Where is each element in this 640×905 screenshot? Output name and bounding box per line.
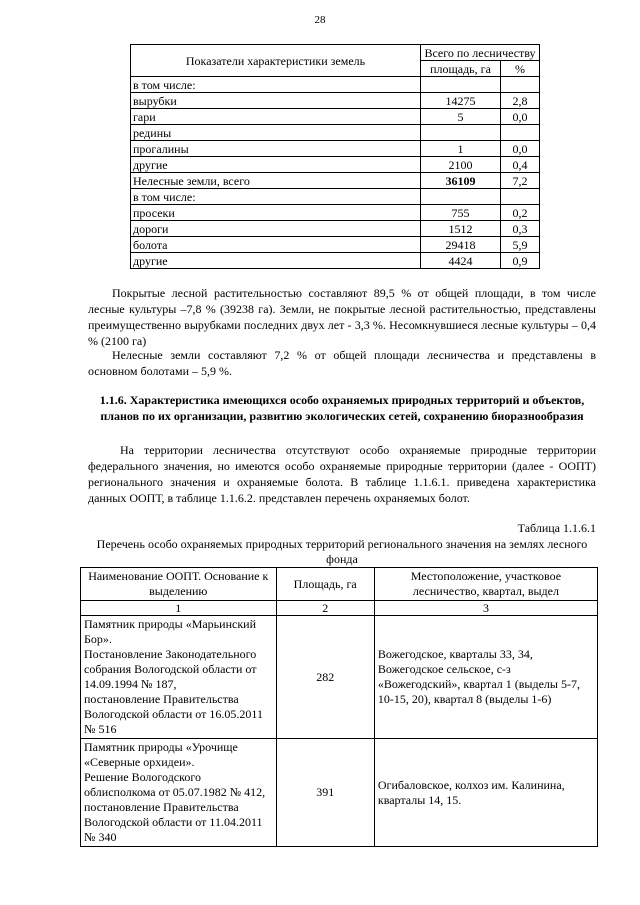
row-area: 4424 — [421, 253, 501, 269]
row-label: дороги — [131, 221, 421, 237]
table-row — [131, 253, 540, 269]
oopt-table — [80, 567, 598, 847]
row-area: 5 — [421, 109, 501, 125]
row-label: вырубки — [131, 93, 421, 109]
land-characteristics-table — [130, 44, 540, 269]
row-label: в том числе: — [131, 189, 421, 205]
row-percent: 0,9 — [501, 253, 540, 269]
paragraph-forest-cover: Покрытые лесной растительностью составляют 89,5 % от общей площади, в том числе лесные культуры –7,8 % (39238 га). Земли, не покрытые лесной растительностью, представлены преимущественно вырубками последних двух лет - 3,3 %. Несомкнувшиеся лесные культуры – 0,4 % (2100 га) — [88, 286, 596, 348]
row-percent: 2,8 — [501, 93, 540, 109]
row-percent: 0,3 — [501, 221, 540, 237]
table-row — [131, 189, 540, 205]
oopt-name: Памятник природы «Урочище «Северные орхидеи». Решение Вологодского облисполкома от 05.07.1982 № 412, постановление Правительства Вологодской области от 11.04.2011 № 340 — [81, 739, 277, 847]
row-label: в том числе: — [131, 77, 421, 93]
row-area: 14275 — [421, 93, 501, 109]
row-area — [421, 77, 501, 93]
table-row — [131, 93, 540, 109]
header-location: Местоположение, участковое лесничество, квартал, выдел — [374, 568, 597, 601]
column-number: 1 — [81, 601, 277, 616]
oopt-location: Вожегодское, кварталы 33, 34, Вожегодское сельское, с-з «Вожегодский», квартал 1 (выделы 5-7, 10-15, 20), квартал 8 (выделы 1-6) — [374, 616, 597, 739]
row-percent: 7,2 — [501, 173, 540, 189]
row-percent — [501, 189, 540, 205]
row-percent: 0,0 — [501, 141, 540, 157]
table-row — [131, 109, 540, 125]
row-area: 1512 — [421, 221, 501, 237]
table-row — [131, 77, 540, 93]
header-percent: % — [501, 61, 540, 77]
table-row — [131, 157, 540, 173]
row-area — [421, 189, 501, 205]
table-caption: Перечень особо охраняемых природных территорий регионального значения на землях лесного фонда — [96, 537, 588, 566]
oopt-location: Огибаловское, колхоз им. Калинина, кварталы 14, 15. — [374, 739, 597, 847]
table-row — [131, 237, 540, 253]
header-area: площадь, га — [421, 61, 501, 77]
table-label: Таблица 1.1.6.1 — [517, 521, 596, 535]
header-total: Всего по лесничеству — [421, 45, 540, 61]
row-label: другие — [131, 157, 421, 173]
row-area: 36109 — [421, 173, 501, 189]
section-title: 1.1.6. Характеристика имеющихся особо охраняемых природных территорий и объектов, планов по их организации, развитию экологических сетей, сохранению биоразнообразия — [99, 393, 585, 423]
row-label: другие — [131, 253, 421, 269]
row-area: 29418 — [421, 237, 501, 253]
header-area: Площадь, га — [276, 568, 374, 601]
paragraph-nonforest-lands: Нелесные земли составляют 7,2 % от общей площади лесничества и представлены в основном болотами – 5,9 %. — [88, 348, 596, 378]
row-area — [421, 125, 501, 141]
row-percent: 5,9 — [501, 237, 540, 253]
row-percent: 0,4 — [501, 157, 540, 173]
oopt-name: Памятник природы «Марьинский Бор». Постановление Законодательного собрания Вологодской области от 14.09.1994 № 187, постановление Правительства Вологодской области от 16.05.2011 № 516 — [81, 616, 277, 739]
column-number-row — [81, 601, 598, 616]
row-label: прогалины — [131, 141, 421, 157]
table-row — [81, 739, 598, 847]
row-percent: 0,2 — [501, 205, 540, 221]
table-row — [131, 125, 540, 141]
row-percent — [501, 77, 540, 93]
row-label: Нелесные земли, всего — [131, 173, 421, 189]
row-percent — [501, 125, 540, 141]
header-indicator: Показатели характеристики земель — [131, 45, 421, 77]
table-header-row — [81, 568, 598, 601]
table-row — [131, 141, 540, 157]
table-row — [81, 616, 598, 739]
table-row — [131, 173, 540, 189]
column-number: 2 — [276, 601, 374, 616]
header-name: Наименование ООПТ. Основание к выделению — [81, 568, 277, 601]
table-row — [131, 205, 540, 221]
row-area: 2100 — [421, 157, 501, 173]
row-label: редины — [131, 125, 421, 141]
row-label: болота — [131, 237, 421, 253]
row-area: 755 — [421, 205, 501, 221]
row-label: просеки — [131, 205, 421, 221]
table-header-row — [131, 45, 540, 61]
page-number: 28 — [314, 14, 326, 26]
row-percent: 0,0 — [501, 109, 540, 125]
row-area: 1 — [421, 141, 501, 157]
row-label: гари — [131, 109, 421, 125]
oopt-area: 282 — [276, 616, 374, 739]
table-row — [131, 221, 540, 237]
oopt-area: 391 — [276, 739, 374, 847]
paragraph-oopt-intro: На территории лесничества отсутствуют особо охраняемые природные территории федерального значения, но имеются особо охраняемые природные территории (далее - ООПТ) регионального значения и охраняемые болота. В таблице 1.1.6.1. приведена характеристика данных ООПТ, в таблице 1.1.6.2. представлен перечень охраняемых болот. — [88, 443, 596, 505]
column-number: 3 — [374, 601, 597, 616]
